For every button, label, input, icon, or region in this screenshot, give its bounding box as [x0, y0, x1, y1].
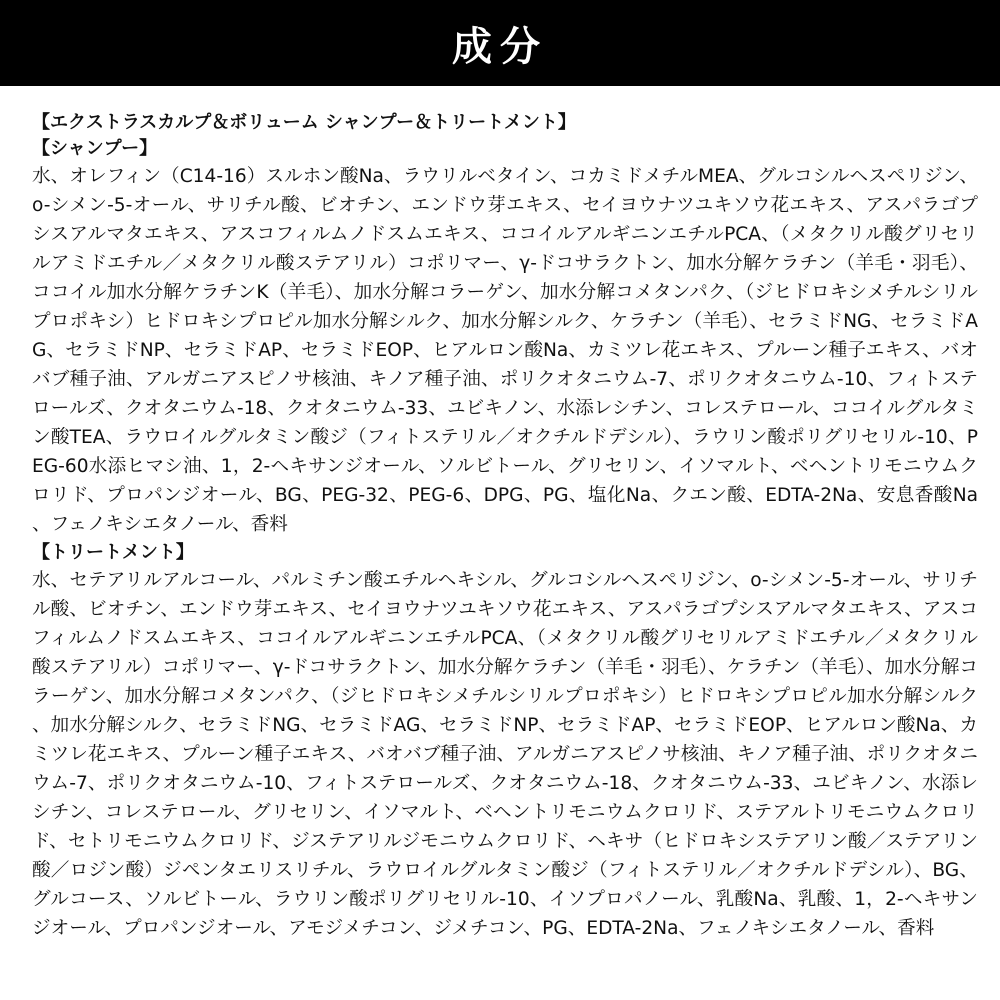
treatment-heading: 【トリートメント】: [32, 542, 194, 563]
shampoo-heading: 【シャンプー】: [32, 138, 158, 159]
shampoo-section: [32, 136, 978, 539]
header-bar: [0, 0, 1000, 86]
page-title: 成分: [452, 23, 548, 70]
product-title: 【エクストラスカルプ＆ボリューム シャンプー＆トリートメント】: [32, 112, 576, 133]
treatment-section: [32, 540, 978, 943]
shampoo-ingredients: 水、オレフィン（C14-16）スルホン酸Na、ラウリルベタイン、コカミドメチルMEA、グルコシルヘスペリジン、o-シメン-5-オール、サリチル酸、ビオチン、エンドウ芽エキス、セイヨウナツユキソウ花エキス、アスパラゴプシスアルマタエキス、アスコフィルムノドスムエキス、ココイルアルギニンエチルPCA、（メタクリル酸グリセリルアミドエチル／メタクリル酸ステアリル）コポリマー、γ-ドコサラクトン、加水分解ケラチン（羊毛・羽毛）、ココイル加水分解ケラチンK（羊毛）、加水分解コラーゲン、加水分解コメタンパク、（ジヒドロキシメチルシリルプロポキシ）ヒドロキシプロピル加水分解シルク、加水分解シルク、ケラチン（羊毛）、セラミドNG、セラミドAG、セラミドNP、セラミドAP、セラミドEOP、ヒアルロン酸Na、カミツレ花エキス、プルーン種子エキス、バオバブ種子油、アルガニアスピノサ核油、キノア種子油、ポリクオタニウム-7、ポリクオタニウム-10、フィトステロールズ、クオタニウム-18、クオタニウム-33、ユビキノン、水添レシチン、コレステロール、ココイルグルタミン酸TEA、ラウロイルグルタミン酸ジ（フィトステリル／オクチルドデシル）、ラウリン酸ポリグリセリル-10、PEG-60水添ヒマシ油、1，2-ヘキサンジオール、ソルビトール、グリセリン、イソマルト、ベヘントリモニウムクロリド、プロパンジオール、BG、PEG-32、PEG-6、DPG、PG、塩化Na、クエン酸、EDTA-2Na、安息香酸Na、フェノキシエタノール、香料: [32, 166, 978, 535]
ingredients-content: [32, 110, 978, 943]
treatment-ingredients: 水、セテアリルアルコール、パルミチン酸エチルヘキシル、グルコシルヘスペリジン、o-シメン-5-オール、サリチル酸、ビオチン、エンドウ芽エキス、セイヨウナツユキソウ花エキス、アスパラゴプシスアルマタエキス、アスコフィルムノドスムエキス、ココイルアルギニンエチルPCA、（メタクリル酸グリセリルアミドエチル／メタクリル酸ステアリル）コポリマー、γ-ドコサラクトン、加水分解ケラチン（羊毛・羽毛）、ケラチン（羊毛）、加水分解コラーゲン、加水分解コメタンパク、（ジヒドロキシメチルシリルプロポキシ）ヒドロキシプロピル加水分解シルク、加水分解シルク、セラミドNG、セラミドAG、セラミドNP、セラミドAP、セラミドEOP、ヒアルロン酸Na、カミツレ花エキス、プルーン種子エキス、バオバブ種子油、アルガニアスピノサ核油、キノア種子油、ポリクオタニウム-7、ポリクオタニウム-10、フィトステロールズ、クオタニウム-18、クオタニウム-33、ユビキノン、水添レシチン、コレステロール、グリセリン、イソマルト、ベヘントリモニウムクロリド、ステアルトリモニウムクロリド、セトリモニウムクロリド、ジステアリルジモニウムクロリド、ヘキサ（ヒドロキシステアリン酸／ステアリン酸／ロジン酸）ジペンタエリスリチル、ラウロイルグルタミン酸ジ（フィトステリル／オクチルドデシル）、BG、グルコース、ソルビトール、ラウリン酸ポリグリセリル-10、イソプロパノール、乳酸Na、乳酸、1，2-ヘキサンジオール、プロパンジオール、アモジメチコン、ジメチコン、PG、EDTA-2Na、フェノキシエタノール、香料: [32, 570, 978, 939]
